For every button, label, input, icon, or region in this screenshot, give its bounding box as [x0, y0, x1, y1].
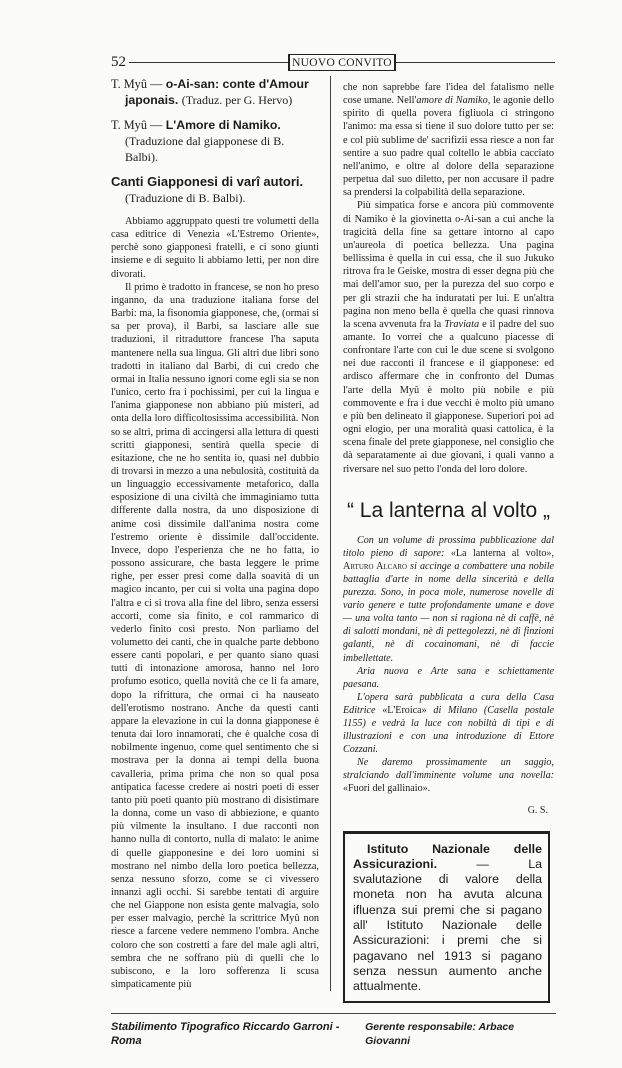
page-number: 52: [111, 54, 126, 70]
printer-credit: Stabilimento Tipografico Riccardo Garroni - Roma: [111, 1020, 340, 1047]
book-title: o-Ai-san: conte d'Amour japonais.: [125, 77, 309, 107]
book-title: L'Amore di Namiko.: [165, 118, 281, 132]
book-note: (Traduzione dal giapponese di B. Balbi).: [125, 134, 285, 164]
manager-credit: Gerente responsabile: Arbace Giovanni: [365, 1020, 515, 1047]
review-paragraph: [343, 199, 554, 475]
quoted-title: «La lanterna al volto»,: [450, 547, 554, 559]
book-author: T. Myû —: [111, 118, 163, 132]
book-entry: [111, 117, 319, 165]
author-name: Arturo Alcaro: [343, 560, 408, 572]
article-paragraph: [343, 756, 554, 795]
lantern-article: [343, 534, 554, 796]
text-span: si accinge a combattere una nobile battaglia d'arte in nome della sincerità e della purezza. Sono, in poca mole, numerose novelle di vario genere e tutte profondamente umane e dove — una volta tanto — non si ragiona nè di caffè, nè di salotti mondani, nè di pettegolezzi, nè di finzioni galanti, nè di cocainomani, nè di faccie imbellettate.: [343, 560, 554, 664]
review-continuation: [343, 81, 554, 476]
right-column: [331, 76, 554, 1003]
book-note: (Traduz. per G. Hervo): [181, 93, 293, 107]
notice-title: Istituto Nazionale delle Assicurazioni.: [353, 841, 542, 871]
review-paragraph: Abbiamo aggruppato questi tre volumetti della casa editrice di Venezia «L'Estremo Oriente», perchè sono giapponesi fratelli, e ci sono giunti insieme e di seguito li abbiamo letti, per non dire divorati.: [111, 216, 319, 280]
header-rule-right: [396, 62, 555, 63]
two-column-body: [111, 76, 555, 1003]
publisher-name: «L'Eroica»: [382, 704, 427, 716]
review-body: [111, 215, 319, 991]
book-note: (Traduzione di B. Balbi).: [125, 191, 246, 205]
text-span: che non saprebbe fare l'idea del fatalismo nelle cose umane. Nell': [343, 82, 554, 107]
article-paragraph: [343, 691, 554, 756]
quoted-title: «Fuori del gallinaio».: [343, 783, 431, 795]
article-paragraph: [343, 534, 554, 665]
text-span: e il padre del suo amante. Io vorrei che a qualcuno piacesse di confrontare l'arte con cui le due scene si svolgono nei due racconti il francese e il giapponese: ed ardisco affermare che in confronto del Dumas l'arte della Myû è molto più nobile e più commovente e fra i due vecchi è molto più umano e più ben delineato il giapponese. Superiori poi ad ogni elogio, per una moralità quasi cattolica, è la scena finale del prete giapponese, nel consiglio che dà separatamente ai due giovani, i quali vanno a riversare nel suo petto l'onda del loro dolore.: [343, 318, 555, 475]
text-span: Più simpatica forse e ancora più commovente di Namiko è la giovinetta o-Ai-san a cui anche la tragicità della fine sa gettare intorno al capo un'aureola di poetica bellezza. Una pagina bellissima è quella in cui essa, che il suo Jukuko ritrova fra le Geiske, mostra di esser degna più che mai dell'amor suo, per la purezza del suo corpo e per gli strazii che ha induratati per lui. E un'altra pagina non meno bella è quella che quasi rinnova la scena avvenuta fra la: [343, 200, 554, 330]
text-span: L'opera sarà pubblicata a cura della Casa Editrice: [343, 691, 554, 716]
text-span: di Milano (Casella postale 1155) e vedrà la luce con nobiltà di tipi e di illustrazioni e con una introduzione di Ettore Cozzani.: [343, 704, 554, 756]
opera-title-italic: Traviata: [444, 318, 480, 330]
book-title-italic: amore di Namiko,: [416, 95, 491, 107]
page-footer: [111, 1020, 556, 1048]
review-paragraph: [343, 81, 554, 199]
text-span: le agonie dello spirito di quella povera figliuola ci stringono l'animo: ma essa si tiene il suo dolore tutto per se: e col più sublime de' sacrifizii essa riesce a non far sentire a suo padre qual coltello le abbia cacciato nell'animo, e oltre al dolore della separazione perpetua dal suo diletto, per non accusare il padre sa prendersi la colpabilità della separazione.: [343, 95, 554, 199]
book-author: T. Myû —: [111, 77, 163, 91]
insurance-notice: [343, 831, 550, 1003]
text-span: Ne daremo prossimamente un saggio, stralciando dall'imminente volume una novella:: [343, 757, 554, 782]
indent: [353, 842, 367, 856]
article-title: “ La lanterna al volto „: [346, 498, 551, 522]
review-paragraph: Il primo è tradotto in francese, se non ho preso inganno, da una traduzione italiana forse del Barbi: ma, la fisonomia giapponese, che, (ormai si sa per prova), il Barbi, sa lasciare alle sue traduzioni, il ritraduttore francese l'ha saputa mantenere nella sua lingua. Gli altri due libri sono tradotti in italiano dal Barbi, di cui credo che ormai in Italia nessuno ignori come egli sia se non l'unico, certo fra i pochissimi, per cui la lingua e l'anima giapponese non abbiano più misteri, ad onta della loro difficoltosissima accessibilità. Non so se altri, prima di accingersi alla lettura di questi scritti giapponesi, sentirà quella specie di esitazione, che ne ho sentita io, quasi nel dubbio di trovarsi in mezzo a una nebulosità, costituità da un linguaggio eccessivamente metaforico, dalla esposizione di una civiltà che immaginiamo tutta differente dalla nostra, da uno disposizione di anime così dissimile dall'anima nostra come l'estremo oriente è dissimile dall'occidente. Invece, dopo l'esperienza che ne ho fatta, io possono assicurare, che basta leggere le prime righe, per esser presi come dalla soavità di un magico incanto, per cui si volta una pagina dopo l'altra e ci si trova alla fine del libro, senza essersi accorti, come sia finito, e col rammarico di vederlo finito così presto. Non parliamo del volumetto dei canti, che in qualche parte debbono essere canti popolari, e per quanto siano quasi tutti di intonazione amorosa, hanno nel loro profumo esotico, quella novità che ce li fa amare, dopo la rifrittura, che ormai ci ha nauseato dell'erotismo nostrano. Anche da questi canti appare la elevazione in cui la donna giapponese è tenuta dai loro innamorati, che è qualche cosa di nobilmente ingenuo, come quel sentimento che si mostrava per la donna ai tempi della buona cavalleria, prima prima che non so qual posa antipatica facesse credere ai nostri poeti di esser tanto più poeti quanto più mostrano di disistimare la donna, come un vaso di abbiezione, e quanto più vilmente la insultano. I due racconti non hanno nulla di contorto, nulla di malato: le anime di quelle giapponesine e dei loro uomini si mostrano nel nimbo della loro poetica bellezza, senza nessuno sforzo, come se ci vivessero innanzi agli occhi. Si sarebbe tentati di arguire che nel Giappone non esista gente malvagia, solo per esser malvagio, perchè la scrittrice Myû non riesce a farcene vedere nemmeno l'ombra. Anche coloro che son costretti a fare del male agli altri, sembra che ne soffrano più di quelli che lo subiscono, e la loro sofferenza li scusa simpaticamente più: [111, 281, 319, 991]
header-rule-left: [129, 62, 288, 63]
book-entry: [111, 76, 319, 108]
text-span: Con un volume di prossima pubblicazione dal titolo pieno di sapore:: [343, 534, 554, 559]
journal-title: NUOVO CONVITO: [288, 54, 396, 71]
book-entry: [111, 174, 319, 206]
footer-rule: [111, 1013, 556, 1014]
signature: G. S.: [527, 804, 548, 816]
page-header: [111, 52, 555, 72]
book-title: Canti Giapponesi di varî autori.: [111, 174, 304, 189]
left-column: [111, 76, 331, 991]
notice-text: — La svalutazione di valore della moneta non ha avuta alcuna ifluenza sui premi che si pagano all' Istituto Nazionale delle Assicurazioni: i premi che si pagavano nel 1913 si pagano senza nessun aumento anche attualmente.: [353, 856, 542, 994]
article-paragraph: Aria nuova e Arte sana e schiettamente paesana.: [343, 665, 554, 690]
